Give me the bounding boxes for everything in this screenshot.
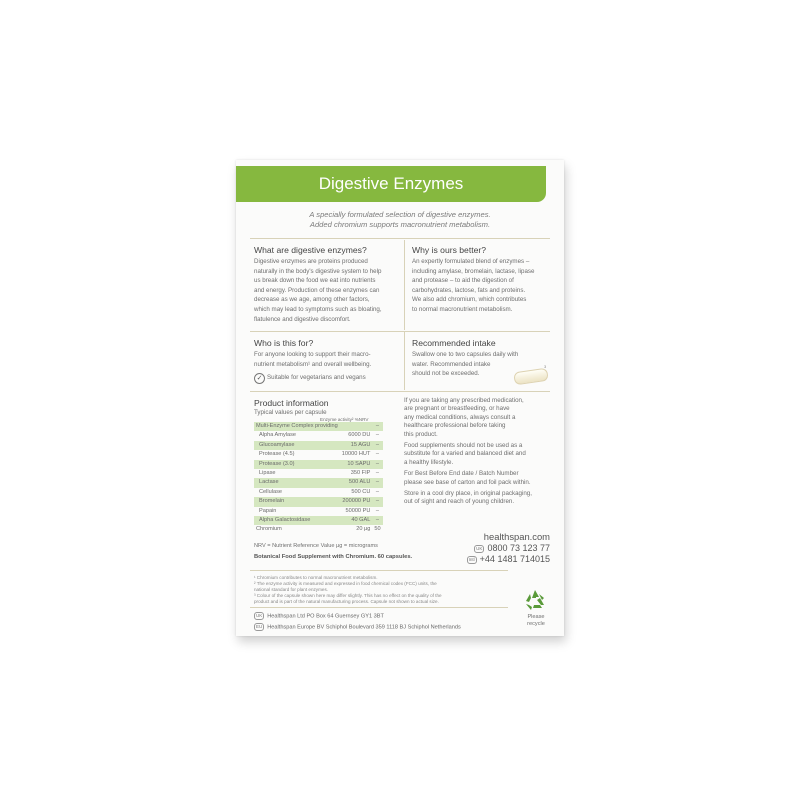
nrv-value: – [372, 497, 382, 506]
intl-tag: Intl [468, 556, 475, 562]
table-row [254, 497, 383, 506]
nrv-value: 50 [374, 526, 381, 533]
what-text: Digestive enzymes are proteins produced naturally in the body's digestive system to help us break down the food we eat into nutrients and energy. Production of these enzymes can decrease as we age, among other factors, which may lead to symptoms such as bloating, flatulence and digestive discomfort. [254, 258, 382, 323]
divider [404, 240, 405, 330]
uk-tag: UK [476, 545, 483, 551]
product-info-subheading: Typical values per capsule [254, 409, 327, 416]
enzyme-activity [340, 422, 373, 431]
tagline-line: A specially formulated selection of digestive enzymes. [309, 210, 491, 219]
what-heading: What are digestive enzymes? [254, 245, 367, 255]
intake-text: Swallow one to two capsules daily with water. Recommended intake should not be exceeded. [412, 351, 519, 378]
capsule-image [513, 368, 548, 386]
nrv-value: – [375, 470, 380, 477]
address-uk-tag: UK [256, 613, 263, 618]
enzyme-activity: 500 CU [351, 488, 371, 495]
recycle-icon [522, 588, 548, 612]
address-eu [254, 623, 461, 631]
why-heading: Why is ours better? [412, 245, 487, 255]
enzyme-activity: 40 GAL [340, 516, 373, 525]
advice-text: If you are taking any prescribed medication, are pregnant or breastfeeding, or have any medical conditions, always consult a healthcare professional before taking this product. Food supplements should not be used as a substitute for a varied and balanced diet and a healthy lifestyle. For Best Before End date / Batch Number please see base of carton and foil pack within. Store in a cool dry place, in original packaging, out of sight and reach of young children. [404, 397, 532, 506]
nrv-value: – [372, 516, 382, 525]
nrv-value: – [375, 488, 380, 495]
ingredient-name: Alpha Galactosidase [254, 516, 340, 525]
divider [250, 391, 550, 392]
uk-phone [474, 543, 550, 553]
divider [404, 332, 405, 390]
tagline-line: Added chromium supports macronutrient metabolism. [309, 220, 491, 229]
product-description: Botanical Food Supplement with Chromium. 60 capsules. [254, 554, 413, 560]
nrv-value: – [372, 441, 382, 450]
vegetarian-label: Suitable for vegetarians and vegans [267, 374, 366, 381]
intl-phone [467, 554, 550, 564]
nrv-value: – [375, 507, 380, 514]
table-row [254, 441, 383, 450]
table-row [254, 431, 383, 440]
product-info-heading: Product information [254, 398, 329, 408]
table-row [254, 507, 383, 516]
ingredient-name: Papain [259, 507, 277, 514]
product-title: Digestive Enzymes [318, 174, 464, 193]
enzyme-activity: 200000 PU [340, 497, 373, 506]
divider [250, 607, 508, 608]
ingredient-name: Chromium [256, 526, 282, 533]
ingredient-name: Protease (3.0) [254, 460, 340, 469]
website-link[interactable]: healthspan.com [483, 531, 550, 542]
ingredient-name: Bromelain [254, 497, 340, 506]
divider [250, 331, 550, 332]
enzyme-activity: 10000 HUT [341, 451, 371, 458]
recycle-label: Please recycle [527, 614, 545, 627]
nutrition-table [254, 422, 383, 535]
address-uk-text: Healthspan Ltd PO Box 64 Guernsey GY1 3BT [267, 613, 384, 620]
checkmark-icon: ✓ [254, 373, 265, 384]
table-row [254, 450, 383, 459]
table-row [254, 478, 383, 487]
address-eu-tag: EU [256, 624, 263, 629]
tagline [236, 210, 564, 230]
table-row [254, 460, 383, 469]
enzyme-activity: 10 SAPU [340, 460, 373, 469]
why-text: An expertly formulated blend of enzymes – including amylase, bromelain, lactase, lipase and protease – to aid the digestion of carbohydrates, lactose, fats and proteins. We also add chromium, which contributes to normal macronutrient metabolism. [412, 258, 535, 313]
nrv-note: NRV = Nutrient Reference Value µg = micrograms [254, 543, 378, 549]
ingredient-name: Protease (4.5) [259, 451, 295, 458]
table-column-header: Enzyme activity² %NRV [320, 417, 369, 422]
enzyme-activity: 20 µg [356, 526, 371, 533]
nrv-value: – [372, 422, 382, 431]
address-uk [254, 612, 384, 620]
who-text: For anyone looking to support their macro- nutrient metabolism¹ and overall wellbeing. [254, 351, 372, 368]
ingredient-name: Cellulase [259, 488, 283, 495]
intake-heading: Recommended intake [412, 338, 496, 348]
nrv-value: – [375, 432, 380, 439]
nrv-value: – [372, 460, 382, 469]
ingredient-name: Multi-Enzyme Complex providing [254, 422, 340, 431]
nrv-value: – [372, 478, 382, 487]
intl-phone-number: +44 1481 714015 [479, 554, 550, 564]
footnotes: ¹ Chromium contributes to normal macronutrient metabolism. ² The enzyme activity is measured and expressed in food chemical codex (FCC) units, the national standard for plant enzymes. ³ Colour of the capsule shown here may differ slightly. This has no effect on the quality of the product and is part of the natural manufacturing process. Capsule not shown to actual size. [254, 575, 442, 604]
table-row [254, 525, 383, 534]
table-row [254, 422, 383, 431]
nrv-value: – [375, 451, 380, 458]
ingredient-name: Lipase [259, 470, 276, 477]
divider [250, 238, 550, 239]
who-heading: Who is this for? [254, 338, 314, 348]
product-title-banner [236, 166, 546, 202]
table-row [254, 469, 383, 478]
ingredient-name: Glucoamylase [254, 441, 340, 450]
address-eu-text: Healthspan Europe BV Schiphol Boulevard 359 1118 BJ Schiphol Netherlands [267, 624, 461, 631]
enzyme-activity: 500 ALU [340, 478, 373, 487]
enzyme-activity: 50000 PU [345, 507, 371, 514]
ingredient-name: Lactase [254, 478, 340, 487]
table-row [254, 488, 383, 497]
ingredient-name: Alpha Amylase [259, 432, 297, 439]
enzyme-activity: 15 AGU [340, 441, 373, 450]
enzyme-activity: 6000 DU [348, 432, 371, 439]
footnote-marker: 3 [544, 364, 547, 369]
product-box-back [236, 160, 564, 636]
uk-phone-number: 0800 73 123 77 [487, 543, 550, 553]
table-row [254, 516, 383, 525]
divider [250, 570, 508, 571]
enzyme-activity: 350 FIP [350, 470, 371, 477]
